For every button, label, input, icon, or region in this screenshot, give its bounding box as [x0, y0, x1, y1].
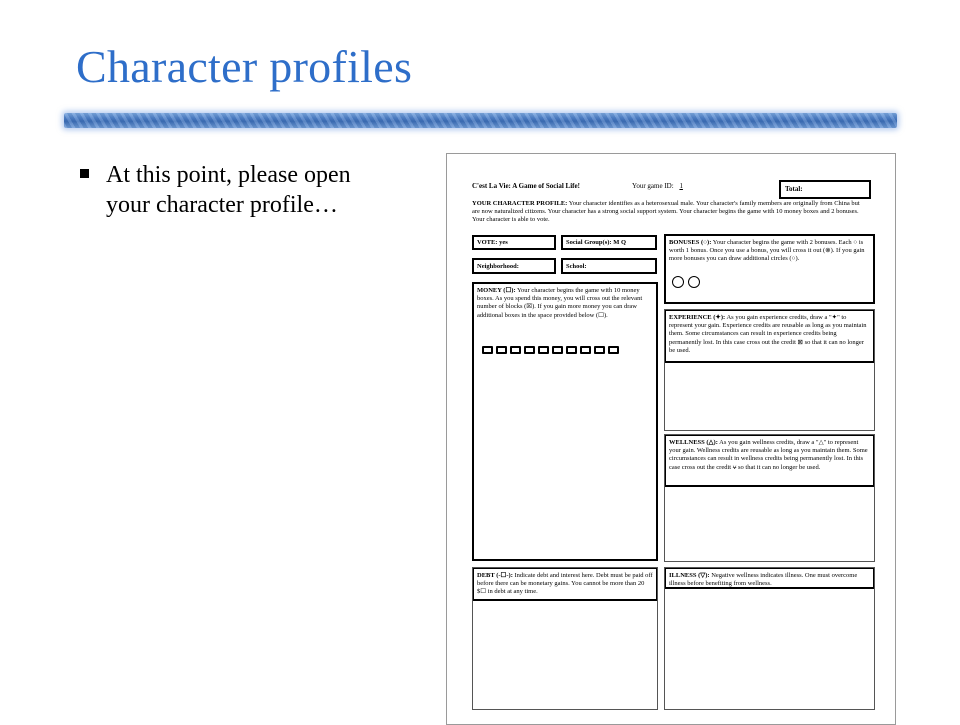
money-box-icon — [552, 346, 563, 354]
character-profile-sheet — [446, 153, 896, 725]
money-box-icon — [538, 346, 549, 354]
debt-label: DEBT (-☐-): — [477, 572, 513, 579]
intro-text: Your character identifies as a heterosexual male. Your character's family members are originally from China but are now naturalized citizens. Your character has a strong social support system. Your character begins the game with 10 money boxes and 2 bonuses. Your character is able to vote. — [472, 200, 860, 224]
profile-game-title: C'est La Vie: A Game of Social Life! — [472, 182, 580, 190]
bonuses-box — [664, 234, 875, 304]
money-box-icon — [496, 346, 507, 354]
money-box-icon — [524, 346, 535, 354]
money-box — [472, 282, 658, 561]
vote-text: VOTE: yes — [477, 239, 508, 246]
experience-text: As you gain experience credits, draw a "✦" to represent your gain. Experience credits are reusable as long as you maintain them. Some circumstances can result in experience credits being permanently lost. In this case cross out the credit ⊠ so that it can no longer be used. — [669, 314, 867, 354]
bonus-circle-icon — [688, 276, 700, 288]
money-text: Your character begins the game with 10 money boxes. As you spend this money, you will cross out the relevant number of blocks (☒). If you gain more money you can draw additional boxes in the space provided below (☐). — [477, 287, 643, 319]
bonuses-text: Your character begins the game with 2 bonuses. Each ○ is worth 1 bonus. Once you use a bonus, you will cross it out (⊗). If you gain more bonuses you can draw additional circles (○). — [669, 239, 865, 263]
wellness-text: As you gain wellness credits, draw a "△" to represent your gain. Wellness credits are reusable as long as you maintain them. Some circumstances can result in wellness credits being permanently lost. In this case cross out the credit ⩝ so that it can no longer be used. — [669, 439, 868, 471]
social-group-text: Social Group(s): M Q — [566, 239, 627, 246]
wellness-label: WELLNESS (△): — [669, 439, 718, 446]
intro-label: YOUR CHARACTER PROFILE: — [472, 200, 568, 207]
illness-text: Negative wellness indicates illness. One must overcome illness before benefiting from wellness. — [669, 572, 858, 588]
money-box-icon — [510, 346, 521, 354]
experience-label: EXPERIENCE (✦): — [669, 314, 726, 321]
title-divider-bar — [64, 113, 897, 128]
money-box-icon — [482, 346, 493, 354]
experience-area — [664, 309, 875, 431]
school-box — [561, 258, 657, 274]
money-boxes-row — [482, 346, 619, 354]
illness-label: ILLNESS (▽): — [669, 572, 710, 579]
neighborhood-text: Neighborhood: — [477, 263, 519, 270]
bonus-circle-icon — [672, 276, 684, 288]
game-id-label: Your game ID: — [632, 182, 674, 190]
title-bar-texture — [64, 113, 897, 128]
wellness-area — [664, 434, 875, 562]
bullet-text: At this point, please open your character profile… — [106, 162, 351, 218]
money-box-icon — [594, 346, 605, 354]
school-text: School: — [566, 263, 587, 270]
debt-text: Indicate debt and interest here. Debt must be paid off before there can be monetary gains. You cannot be more than 20 $☐ in debt at any time. — [477, 572, 653, 596]
illness-area — [664, 567, 875, 710]
debt-area — [472, 567, 658, 710]
money-box-icon — [580, 346, 591, 354]
profile-intro — [472, 200, 867, 225]
profile-game-id — [632, 182, 687, 190]
neighborhood-box — [472, 258, 556, 274]
bonuses-label: BONUSES (○): — [669, 239, 712, 246]
money-label: MONEY (☐): — [477, 287, 516, 294]
money-box-icon — [566, 346, 577, 354]
social-group-box — [561, 235, 657, 250]
slide-title: Character profiles — [76, 41, 413, 92]
game-id-value: 1 — [679, 182, 683, 190]
total-box — [779, 180, 871, 199]
money-box-icon — [608, 346, 619, 354]
total-label: Total: — [785, 185, 803, 193]
bonus-circles-row — [672, 276, 700, 288]
square-bullet-icon — [80, 169, 89, 178]
vote-box — [472, 235, 556, 250]
